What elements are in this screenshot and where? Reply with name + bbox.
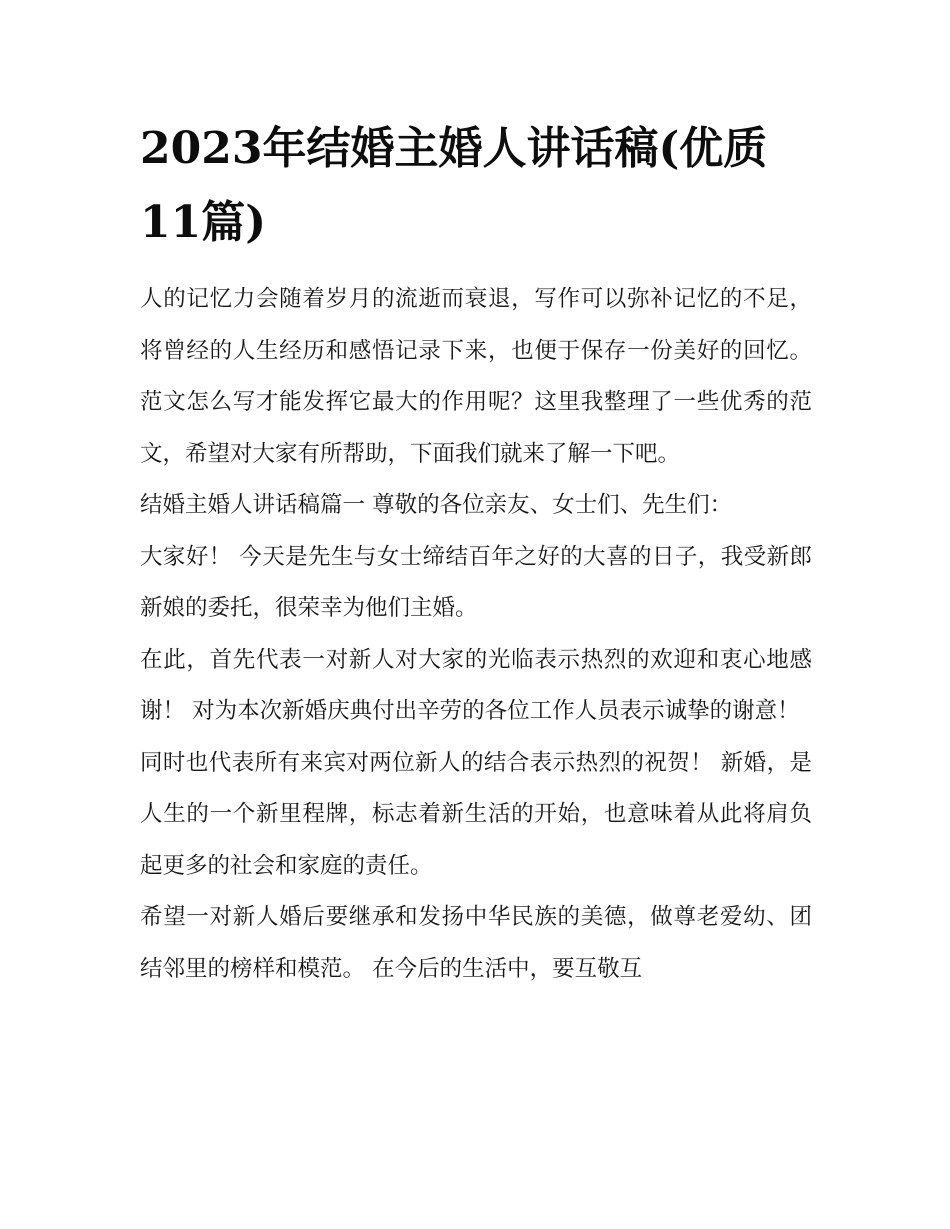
paragraph-hopes: 希望一对新人婚后要继承和发扬中华民族的美德，做尊老爱幼、团结邻里的榜样和模范。 在今后的生活中，要互敬互 xyxy=(140,904,812,982)
paragraph-congratulations: 同时也代表所有来宾对两位新人的结合表示热烈的祝贺！ 新婚，是人生的一个新里程牌，标志着新生活的开始，也意味着从此将肩负起更多的社会和家庭的责任。 xyxy=(140,749,812,879)
paragraph-intro: 人的记忆力会随着岁月的流逝而衰退，写作可以弥补记忆的不足，将曾经的人生经历和感悟记录下来，也便于保存一份美好的回忆。范文怎么写才能发挥它最大的作用呢？这里我整理了一些优秀的范文，希望对大家有所帮助，下面我们就来了解一下吧。 xyxy=(140,286,812,467)
paragraph-opening: 大家好！ 今天是先生与女士缔结百年之好的大喜的日子，我受新郎新娘的委托，很荣幸为他们主婚。 xyxy=(140,543,812,621)
paragraph-greeting-heading: 结婚主婚人讲话稿篇一 尊敬的各位亲友、女士们、先生们： xyxy=(140,492,733,518)
paragraph-thanks: 在此，首先代表一对新人对大家的光临表示热烈的欢迎和衷心地感谢！ 对为本次新婚庆典付出辛劳的各位工作人员表示诚挚的谢意！ xyxy=(140,646,812,724)
document-body xyxy=(140,112,812,995)
document-title: 2023年结婚主婚人讲话稿(优质11篇) xyxy=(140,123,768,248)
